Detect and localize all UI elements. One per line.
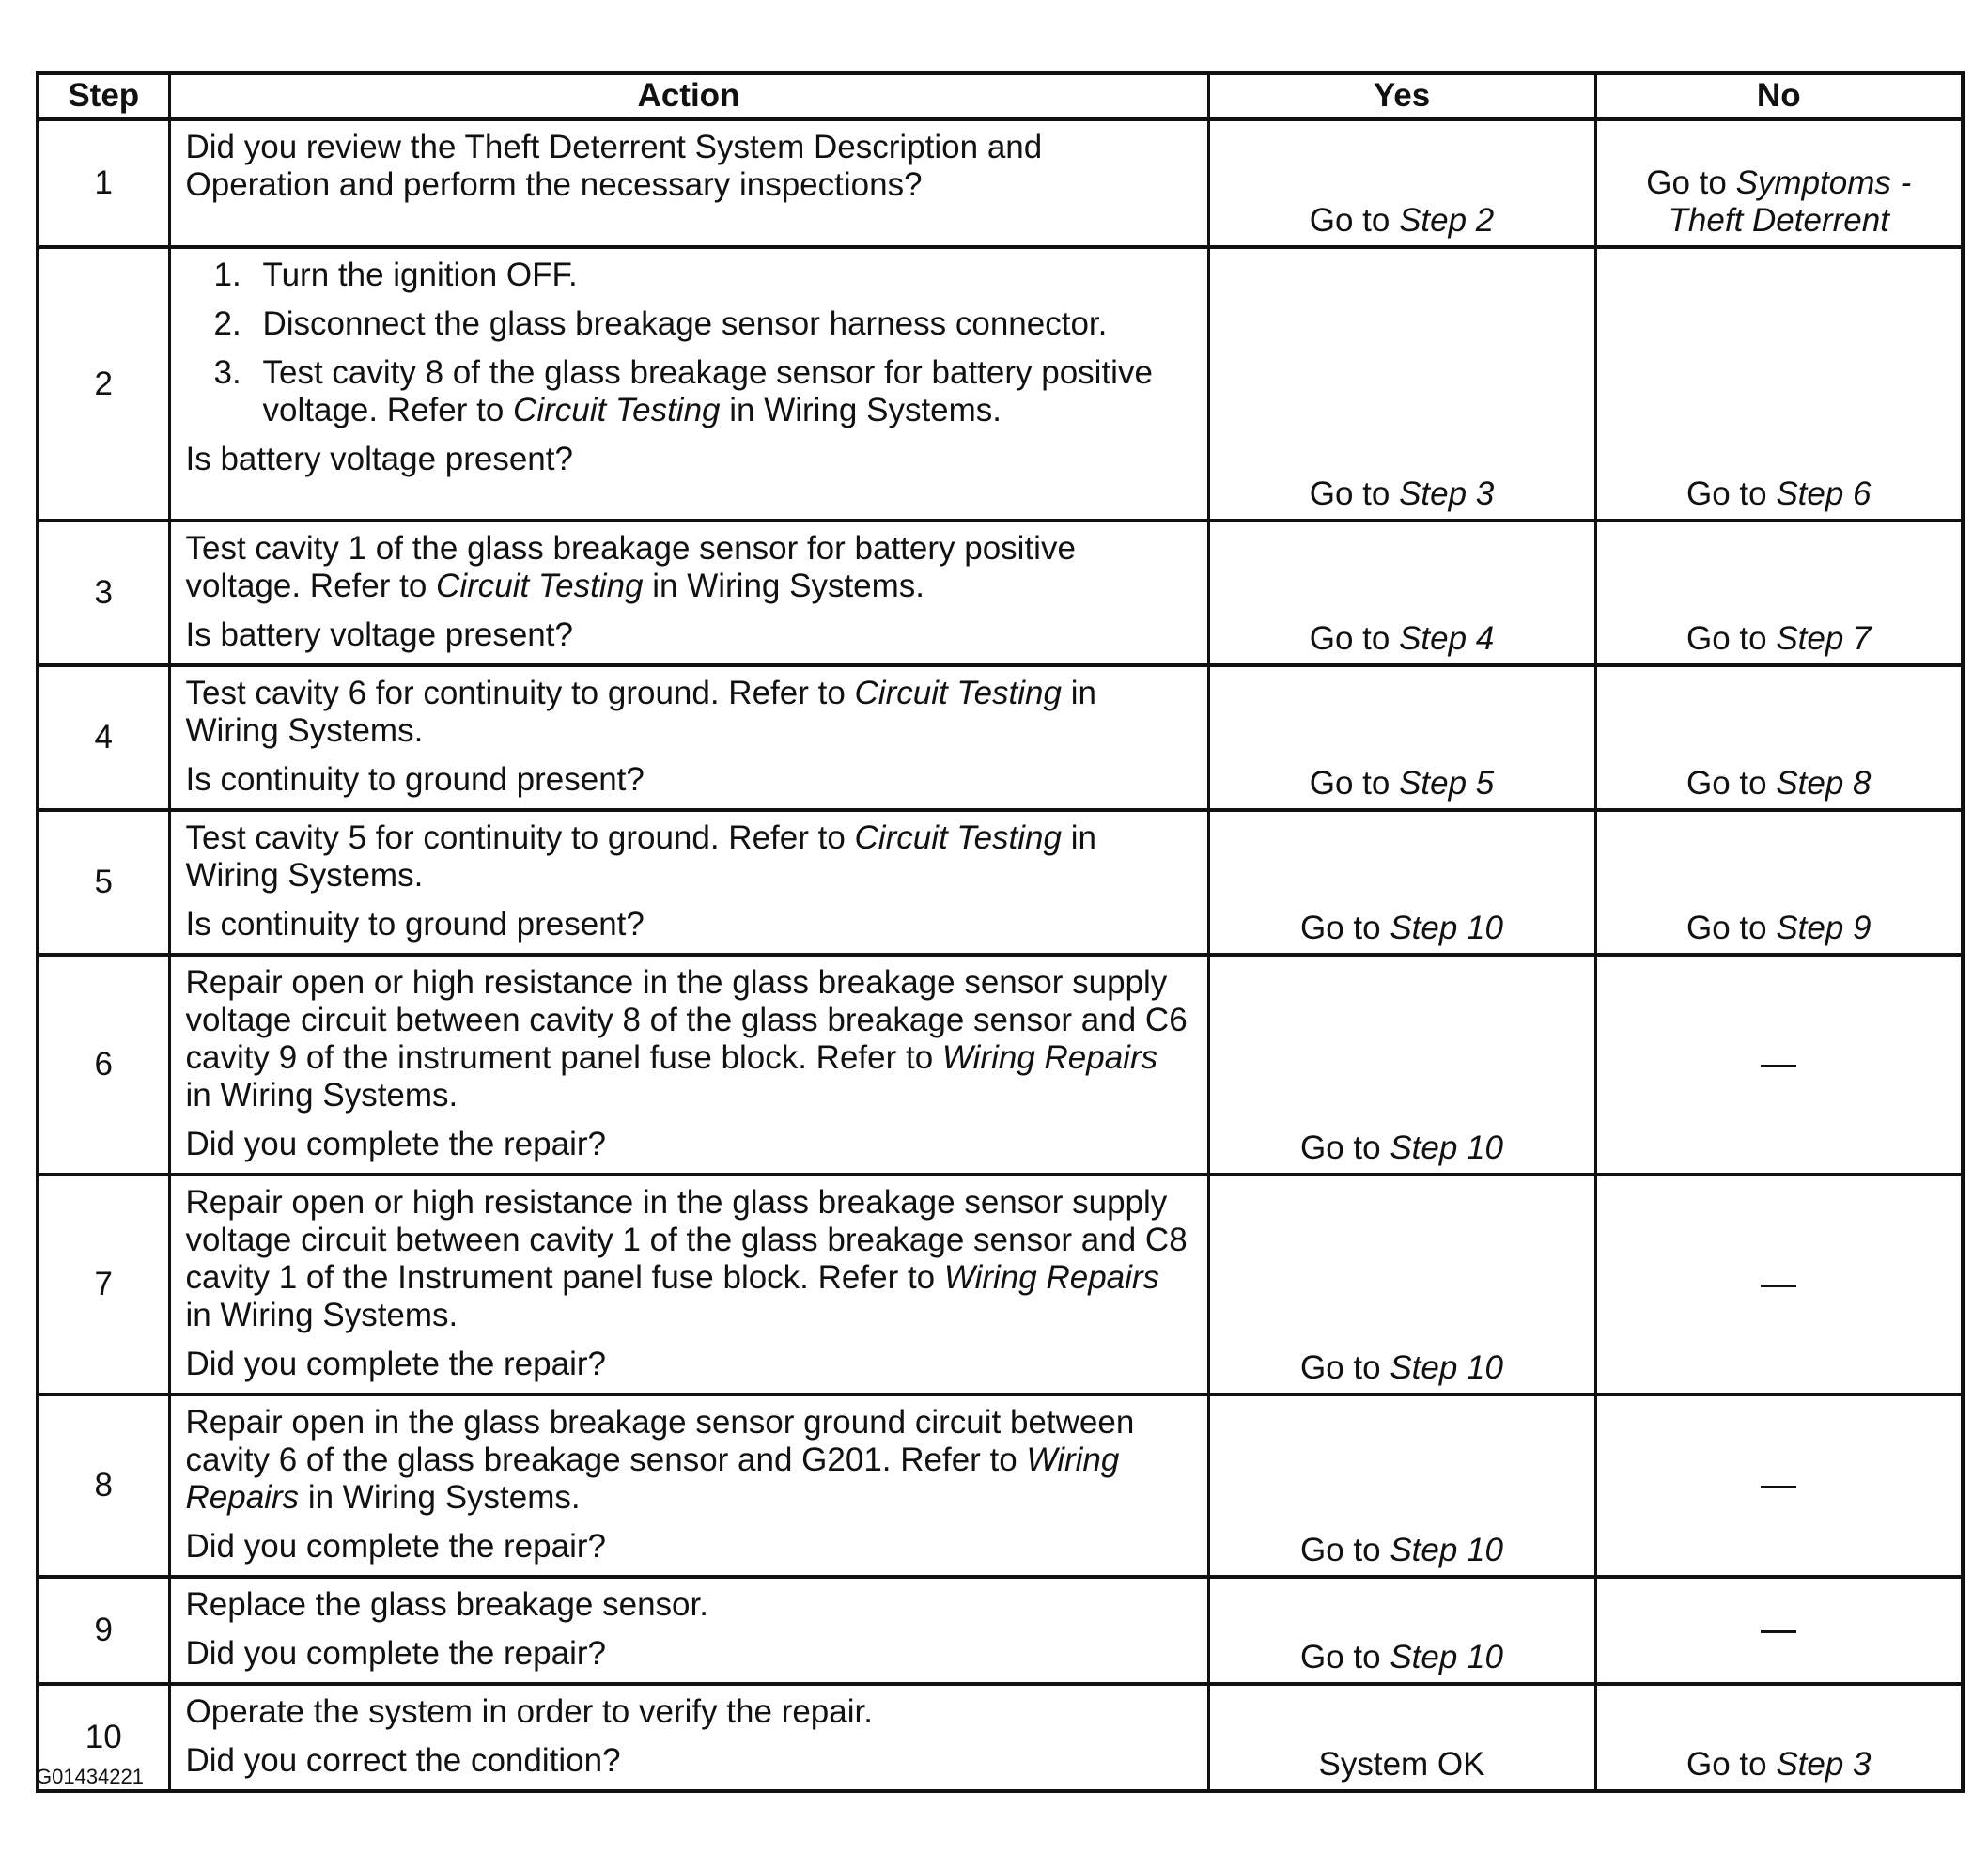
action-text-part: Circuit Testing <box>854 675 1062 711</box>
yes-result-part: Go to <box>1300 910 1390 946</box>
no-result-part: Step 9 <box>1776 910 1872 946</box>
dash-mark <box>1761 1486 1796 1488</box>
action-text <box>186 675 1192 750</box>
substep-item <box>186 257 1192 294</box>
action-text-part: Test cavity 1 of the glass breakage sensor for battery positive voltage. Refer to <box>185 530 1076 604</box>
diagnostic-table <box>36 71 1965 1793</box>
no-result-part: Go to <box>1646 164 1736 201</box>
action-text-part: Replace the glass breakage sensor. <box>185 1586 708 1623</box>
yes-result <box>1208 1394 1595 1577</box>
no-result-part: Go to <box>1685 620 1777 657</box>
yes-result <box>1208 665 1595 810</box>
table-row <box>38 247 1963 521</box>
action-text-part: Test cavity 6 for continuity to ground. Refer to <box>185 675 855 711</box>
no-result <box>1595 1394 1963 1577</box>
no-result-part: Step 3 <box>1776 1746 1872 1783</box>
action-cell <box>169 1684 1208 1791</box>
action-text-part: Did you review the Theft Deterrent System Description and Operation and perform the necessary inspections? <box>185 128 1043 203</box>
substep-text: Turn the ignition OFF. <box>262 257 578 293</box>
action-cell <box>169 810 1208 955</box>
yes-result-part: Go to <box>1309 620 1400 657</box>
substep-text: Circuit Testing <box>513 392 721 428</box>
no-result <box>1595 118 1963 247</box>
action-question: Did you correct the condition? <box>185 1742 621 1779</box>
yes-result-part: Step 10 <box>1390 1639 1503 1675</box>
action-question: Is continuity to ground present? <box>185 906 645 943</box>
step-number: 8 <box>38 1394 169 1577</box>
yes-result-part: Step 10 <box>1390 910 1503 946</box>
action-text-part: Operate the system in order to verify the repair. <box>185 1693 873 1730</box>
step-number: 2 <box>38 247 169 521</box>
action-text <box>186 530 1192 605</box>
yes-result <box>1208 1684 1595 1791</box>
action-text <box>186 1586 1192 1624</box>
no-result <box>1595 521 1963 665</box>
no-result-part: Go to <box>1685 1746 1777 1783</box>
action-text-part: in Wiring Systems. <box>643 568 925 604</box>
action-text-part: in Wiring Systems. <box>185 675 1096 749</box>
yes-result-part: Step 4 <box>1399 620 1495 657</box>
action-question: Is battery voltage present? <box>185 616 573 653</box>
action-cell <box>169 1577 1208 1684</box>
action-question: Is battery voltage present? <box>185 441 573 477</box>
substep-number: 1. <box>213 257 241 293</box>
action-cell <box>169 1175 1208 1394</box>
yes-result <box>1208 955 1595 1175</box>
action-text-part: Circuit Testing <box>854 819 1062 856</box>
action-question: Is continuity to ground present? <box>185 761 645 798</box>
yes-result-part: Go to <box>1300 1130 1390 1166</box>
no-result-part: Step 6 <box>1776 475 1872 512</box>
no-result <box>1595 247 1963 521</box>
yes-result <box>1208 1577 1595 1684</box>
step-number: 5 <box>38 810 169 955</box>
step-number: 10 <box>38 1684 169 1791</box>
step-number: 4 <box>38 665 169 810</box>
substep-item <box>186 354 1192 429</box>
no-result-part: Go to <box>1685 475 1777 512</box>
yes-result-part: Step 2 <box>1399 202 1495 239</box>
action-cell <box>169 118 1208 247</box>
substep-item <box>186 305 1192 343</box>
yes-result-part: System OK <box>1318 1746 1485 1783</box>
table-row <box>38 1175 1963 1394</box>
yes-result-part: Step 10 <box>1390 1349 1503 1386</box>
yes-result <box>1208 118 1595 247</box>
no-result-part: Go to <box>1685 765 1777 802</box>
step-number: 7 <box>38 1175 169 1394</box>
yes-result <box>1208 810 1595 955</box>
action-text-part: Wiring Repairs <box>941 1039 1158 1076</box>
yes-column-header: Yes <box>1208 73 1595 118</box>
no-result <box>1595 955 1963 1175</box>
action-text <box>186 819 1192 895</box>
step-number: 3 <box>38 521 169 665</box>
no-result <box>1595 665 1963 810</box>
step-number: 9 <box>38 1577 169 1684</box>
dash-mark <box>1761 1065 1796 1067</box>
action-text-part: in Wiring Systems. <box>185 1297 458 1333</box>
step-column-header: Step <box>38 73 169 118</box>
yes-result-part: Step 3 <box>1399 475 1495 512</box>
yes-result-part: Go to <box>1300 1349 1390 1386</box>
action-cell <box>169 955 1208 1175</box>
action-text <box>186 964 1192 1114</box>
action-question: Did you complete the repair? <box>185 1528 606 1565</box>
action-text-part: Wiring Repairs <box>943 1259 1160 1296</box>
action-text <box>186 1693 1192 1731</box>
no-result-part: Go to <box>1685 910 1777 946</box>
substep-number: 3. <box>213 354 241 391</box>
yes-result-part: Go to <box>1309 475 1400 512</box>
dash-mark <box>1761 1630 1796 1633</box>
action-question: Did you complete the repair? <box>185 1346 606 1382</box>
action-cell <box>169 521 1208 665</box>
no-result <box>1595 1577 1963 1684</box>
table-row <box>38 118 1963 247</box>
dash-mark <box>1761 1285 1796 1287</box>
action-text <box>186 129 1192 204</box>
table-body <box>38 118 1963 1791</box>
no-result <box>1595 1175 1963 1394</box>
action-cell <box>169 665 1208 810</box>
table-row <box>38 1684 1963 1791</box>
step-number: 1 <box>38 118 169 247</box>
substep-text: in Wiring Systems. <box>720 392 1002 428</box>
table-row <box>38 1577 1963 1684</box>
table-row <box>38 521 1963 665</box>
action-text-part: Circuit Testing <box>436 568 644 604</box>
action-cell <box>169 1394 1208 1577</box>
action-text <box>186 1404 1192 1517</box>
yes-result <box>1208 247 1595 521</box>
table-row <box>38 810 1963 955</box>
no-result-part: Step 8 <box>1776 765 1872 802</box>
yes-result <box>1208 1175 1595 1394</box>
substep-text: Disconnect the glass breakage sensor harness connector. <box>262 305 1108 342</box>
action-text-part: in Wiring Systems. <box>299 1479 581 1516</box>
yes-result-part: Step 10 <box>1390 1532 1503 1568</box>
no-result-part: Symptoms - Theft Deterrent <box>1668 164 1912 239</box>
action-text-part: Wiring Repairs <box>185 1441 1120 1516</box>
action-text-part: in Wiring Systems. <box>185 1077 458 1114</box>
action-text-part: Repair open in the glass breakage sensor ground circuit between cavity 6 of the glass breakage sensor and G201. Refer to <box>185 1404 1135 1478</box>
action-text-part: Test cavity 5 for continuity to ground. Refer to <box>185 819 855 856</box>
table-row <box>38 1394 1963 1577</box>
yes-result-part: Go to <box>1309 202 1400 239</box>
action-text <box>186 1184 1192 1334</box>
no-result <box>1595 810 1963 955</box>
step-number: 6 <box>38 955 169 1175</box>
no-result <box>1595 1684 1963 1791</box>
action-text-part: Repair open or high resistance in the glass breakage sensor supply voltage circuit between cavity 8 of the glass breakage sensor and C6 cavity 9 of the instrument panel fuse block. Refer to <box>185 964 1188 1076</box>
action-column-header: Action <box>169 73 1208 118</box>
yes-result-part: Go to <box>1300 1532 1390 1568</box>
action-question: Did you complete the repair? <box>185 1126 606 1162</box>
table-row <box>38 665 1963 810</box>
no-column-header: No <box>1595 73 1963 118</box>
yes-result-part: Go to <box>1300 1639 1390 1675</box>
action-text-part: in Wiring Systems. <box>185 819 1096 894</box>
yes-result <box>1208 521 1595 665</box>
figure-id: G01434221 <box>36 1765 144 1788</box>
table-header-row <box>38 73 1963 118</box>
yes-result-part: Step 10 <box>1390 1130 1503 1166</box>
substep-text: Test cavity 8 of the glass breakage sensor for battery positive voltage. Refer to <box>262 354 1153 428</box>
action-text-part: Repair open or high resistance in the glass breakage sensor supply voltage circuit between cavity 1 of the glass breakage sensor and C8 cavity 1 of the Instrument panel fuse block. Refer to <box>185 1184 1188 1296</box>
table-row <box>38 955 1963 1175</box>
action-question: Did you complete the repair? <box>185 1635 606 1672</box>
yes-result-part: Go to <box>1309 765 1400 802</box>
action-cell <box>169 247 1208 521</box>
substep-list <box>186 257 1192 429</box>
no-result-part: Step 7 <box>1776 620 1872 657</box>
substep-number: 2. <box>213 305 241 342</box>
yes-result-part: Step 5 <box>1399 765 1495 802</box>
